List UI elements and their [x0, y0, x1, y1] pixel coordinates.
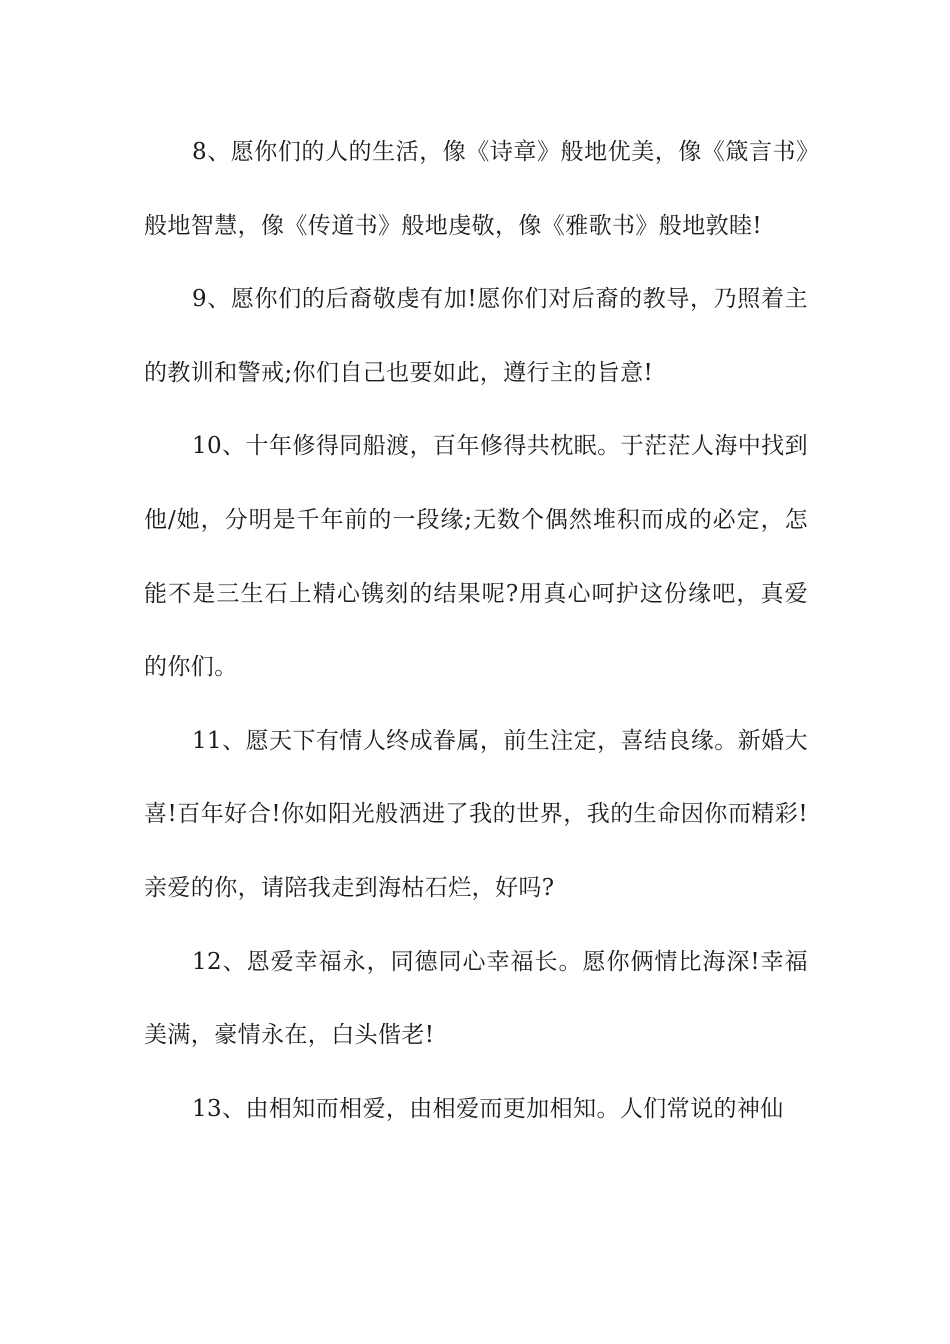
paragraph-12: 12、恩爱幸福永，同德同心幸福长。愿你俩情比海深!幸福美满，豪情永在，白头偕老!: [144, 948, 808, 1049]
paragraph-11: 11、愿天下有情人终成眷属，前生注定，喜结良缘。新婚大喜!百年好合!你如阳光般洒进了我的世界，我的生命因你而精彩!亲爱的你，请陪我走到海枯石烂，好吗?: [144, 727, 808, 901]
paragraph-8: 8、愿你们的人的生活，像《诗章》般地优美，像《箴言书》般地智慧，像《传道书》般地虔敬，像《雅歌书》般地敦睦!: [144, 139, 808, 239]
document-body: [144, 116, 808, 1146]
paragraph-10: 10、十年修得同船渡，百年修得共枕眠。于茫茫人海中找到他/她，分明是千年前的一段缘;无数个偶然堆积而成的必定，怎能不是三生石上精心镌刻的结果呢?用真心呵护这份缘吧，真爱的你们。: [144, 433, 808, 681]
paragraph-9: 9、愿你们的后裔敬虔有加!愿你们对后裔的教导，乃照着主的教训和警戒;你们自己也要如此，遵行主的旨意!: [144, 286, 808, 386]
paragraph-13: 13、由相知而相爱，由相爱而更加相知。人们常说的神仙: [192, 1095, 784, 1122]
